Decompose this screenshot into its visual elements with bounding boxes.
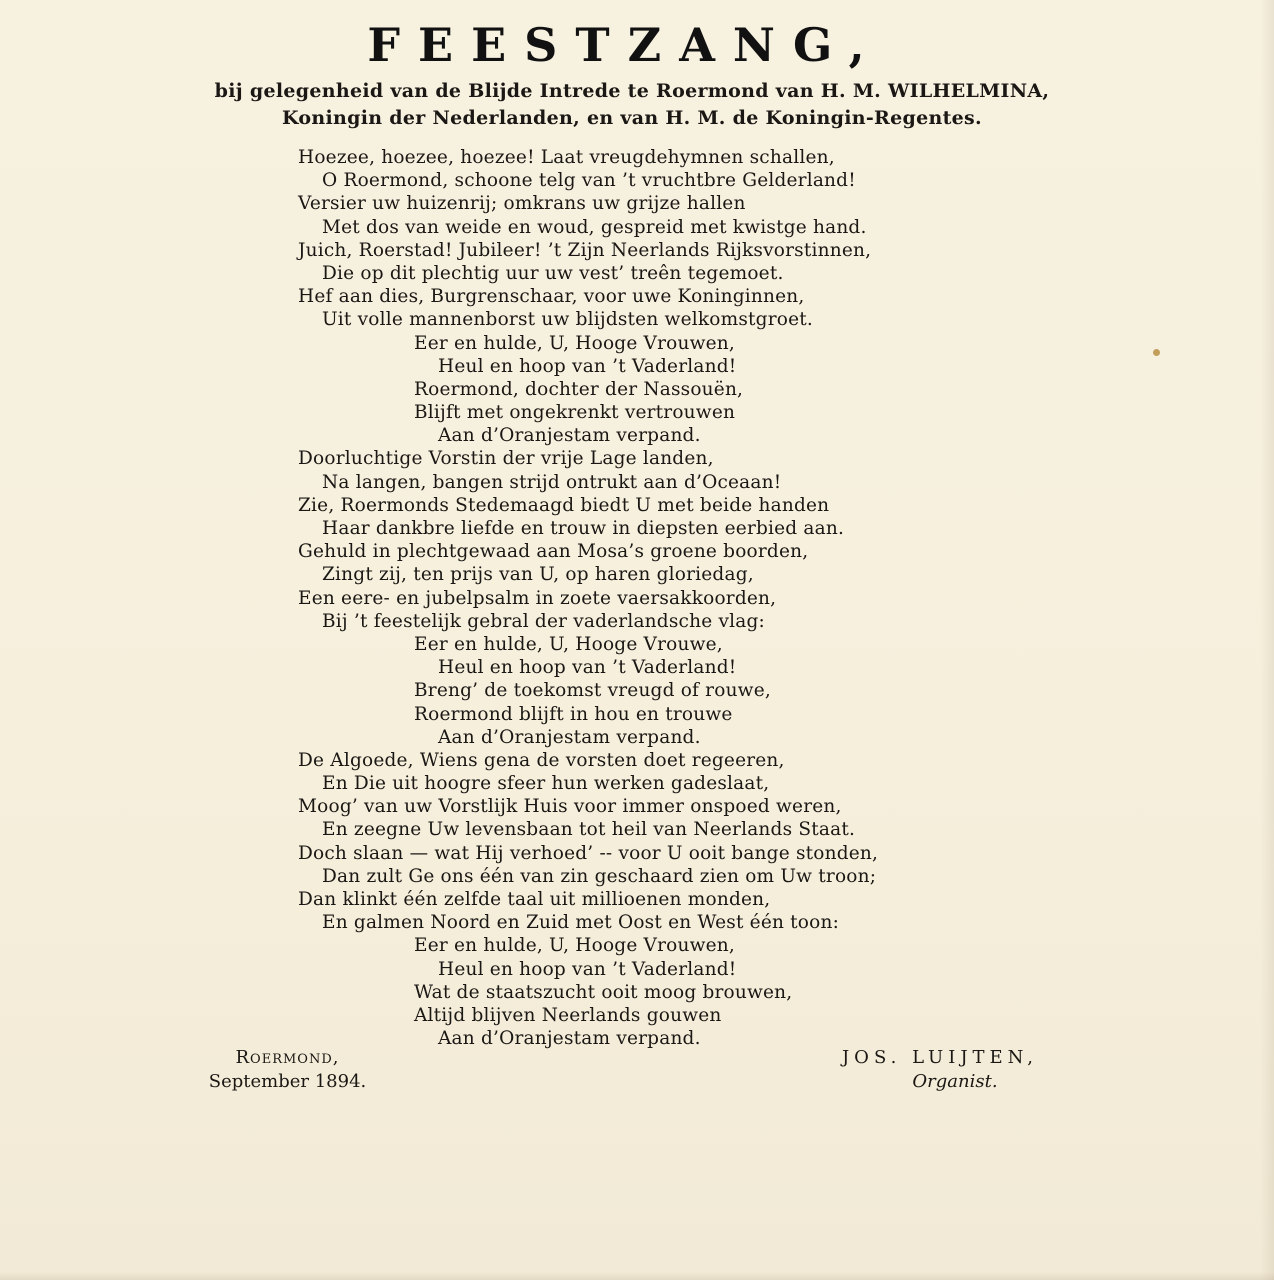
poem-line: Eer en hulde, U, Hooge Vrouwen, xyxy=(414,332,735,354)
date: September 1894. xyxy=(208,1071,367,1092)
poem-line: Zie, Roermonds Stedemaagd biedt U met beide handen xyxy=(298,494,830,516)
poem-line: Juich, Roerstad! Jubileer! ’t Zijn Neerlands Rijksvorstinnen, xyxy=(298,239,872,261)
author-block xyxy=(820,1046,1060,1094)
poem-line: De Algoede, Wiens gena de vorsten doet regeeren, xyxy=(298,749,785,771)
poem-line: Moog’ van uw Vorstlijk Huis voor immer onspoed weren, xyxy=(298,796,842,818)
poem-line: O Roermond, schoone telg van ’t vruchtbre Gelderland! xyxy=(322,170,856,192)
poem-line: Roermond, dochter der Nassouën, xyxy=(414,378,744,400)
author-role: Organist. xyxy=(912,1071,998,1092)
poem-line: En galmen Noord en Zuid met Oost en West één toon: xyxy=(322,912,840,934)
foxing-spot xyxy=(1153,349,1160,356)
poem-line: Aan d’Oranjestam verpand. xyxy=(438,425,701,447)
poem-line: Zingt zij, ten prijs van U, op haren gloriedag, xyxy=(322,564,754,586)
poem-line: Aan d’Oranjestam verpand. xyxy=(438,726,701,748)
poem-line: Uit volle mannenborst uw blijdsten welkomstgroet. xyxy=(322,309,813,331)
poem-line: Doorluchtige Vorstin der vrije Lage landen, xyxy=(298,448,714,470)
poem-line: Met dos van weide en woud, gespreid met kwistge hand. xyxy=(322,216,867,238)
author-name: JOS. LUIJTEN, xyxy=(841,1047,1039,1068)
poem-line: Heul en hoop van ’t Vaderland! xyxy=(438,657,737,679)
poem-line: Aan d’Oranjestam verpand. xyxy=(438,1028,701,1050)
poem-line: Bij ’t feestelijk gebral der vaderlandsche vlag: xyxy=(322,610,765,632)
poem-line: Heul en hoop van ’t Vaderland! xyxy=(438,355,737,377)
poem-line: Dan klinkt één zelfde taal uit millioenen monden, xyxy=(298,889,771,910)
poem-line: Hef aan dies, Burgrenschaar, voor uwe Koninginnen, xyxy=(298,286,805,308)
poem-line: Versier uw huizenrij; omkrans uw grijze hallen xyxy=(298,193,746,215)
poem-line: Die op dit plechtig uur uw vest’ treên tegemoet. xyxy=(322,262,784,284)
poem-line: Hoezee, hoezee, hoezee! Laat vreugdehymnen schallen, xyxy=(298,147,835,168)
poem-line: Blijft met ongekrenkt vertrouwen xyxy=(414,402,736,424)
subtitle-line-2: Koningin der Nederlanden, en van H. M. de Koningin-Regentes. xyxy=(282,107,982,129)
poem-line: Eer en hulde, U, Hooge Vrouwe, xyxy=(414,633,723,655)
poem-line: Gehuld in plechtgewaad aan Mosa’s groene boorden, xyxy=(298,541,809,563)
document-title: FEESTZANG, xyxy=(367,18,883,72)
poem-line: Heul en hoop van ’t Vaderland! xyxy=(438,958,737,980)
poem-line: Altijd blijven Neerlands gouwen xyxy=(414,1004,722,1026)
poem-line: Wat de staatszucht ooit moog brouwen, xyxy=(414,981,793,1003)
poem-line: Een eere- en jubelpsalm in zoete vaersakkoorden, xyxy=(298,587,777,609)
poem-line: Eer en hulde, U, Hooge Vrouwen, xyxy=(414,935,735,957)
subtitle-line-1: bij gelegenheid van de Blijde Intrede te Roermond van H. M. WILHELMINA, xyxy=(214,80,1050,102)
poem-line: Dan zult Ge ons één van zin geschaard zien om Uw troon; xyxy=(322,865,877,887)
poem-line: Roermond blijft in hou en trouwe xyxy=(414,703,733,725)
poem-line: Haar dankbre liefde en trouw in diepsten eerbied aan. xyxy=(322,518,845,539)
paper-edge-shadow xyxy=(1260,0,1274,1280)
poem-line: Breng’ de toekomst vreugd of rouwe, xyxy=(414,680,771,702)
place-date-block xyxy=(200,1046,375,1094)
poem-line: Doch slaan — wat Hij verhoed’ -- voor U ooit bange stonden, xyxy=(298,842,879,864)
paper-bottom-shadow xyxy=(0,1272,1274,1280)
poem xyxy=(298,146,878,1050)
poem-line: Na langen, bangen strijd ontrukt aan d’Oceaan! xyxy=(322,471,782,493)
place-name: Roermond, xyxy=(235,1047,340,1068)
poem-line: En zeegne Uw levensbaan tot heil van Neerlands Staat. xyxy=(322,819,856,841)
poem-line: En Die uit hoogre sfeer hun werken gadeslaat, xyxy=(322,773,770,795)
